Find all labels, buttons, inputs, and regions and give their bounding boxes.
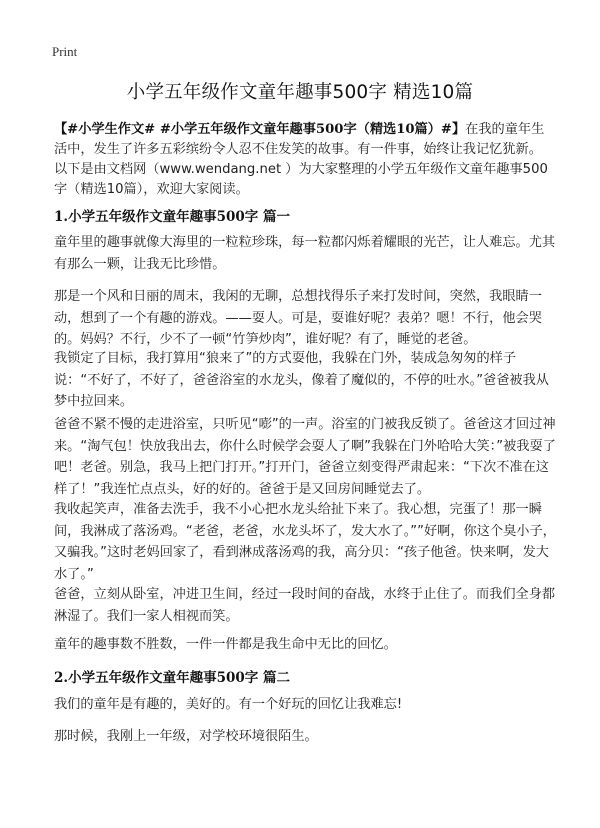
intro-text: 在我的童年生活中，发生了许多五彩缤纷令人忍不住发笑的故事。有一件事，始终让我记忆犹新。以下是由文档网（www.wendang.net ）为大家整理的小学五年级作文童年趣事500字（精选10篇），欢迎大家阅读。 — [54, 122, 548, 197]
paragraph: 爸爸，立刻从卧室，冲进卫生间，经过一段时间的奋战，水终于止住了。而我们全身都淋湿了。我们一家人相视而笑。 — [54, 587, 556, 624]
print-link[interactable]: Print — [52, 44, 78, 59]
section-heading-2: 2.小学五年级作文童年趣事500字 篇二 — [54, 670, 290, 686]
paragraph: 我们的童年是有趣的，美好的。有一个好玩的回忆让我难忘! — [54, 697, 403, 712]
intro-paragraph — [54, 120, 554, 200]
section-heading-1: 1.小学五年级作文童年趣事500字 篇一 — [54, 209, 290, 225]
paragraph: 童年的趣事数不胜数，一件一件都是我生命中无比的回忆。 — [54, 637, 397, 652]
page-title: 小学五年级作文童年趣事500字 精选10篇 — [126, 82, 474, 103]
paragraph: 我锁定了目标，我打算用“狼来了”的方式耍他，我躲在门外，装成急匆匆的样子说：“不好了，不好了，爸爸浴室的水龙头，像着了魔似的，不停的吐水。”爸爸被我从梦中拉回来。 — [54, 351, 549, 409]
paragraph: 我收起笑声，准备去洗手，我不小心把水龙头给扯下来了。我心想，完蛋了！那一瞬间，我淋成了落汤鸡。“老爸，老爸，水龙头坏了，发大水了。””好啊，你这个臭小子，又骗我。”这时老妈回家了，看到淋成落汤鸡的我，高分贝：“孩子他爸。快来啊，发大水了。” — [54, 502, 556, 582]
paragraph: 那时候，我刚上一年级，对学校环境很陌生。 — [54, 729, 318, 744]
paragraph: 那是一个风和日丽的周末，我闲的无聊，总想找得乐子来打发时间，突然，我眼睛一动，想到了一个有趣的游戏。——耍人。可是，耍谁好呢？表弟？嗯！不行，他会哭的。妈妈？不行，少不了一顿“竹笋炒肉”，谁好呢？有了，睡觉的老爸。 — [54, 289, 542, 347]
intro-tag: 【#小学生作文# #小学五年级作文童年趣事500字（精选10篇）#】 — [54, 122, 466, 137]
paragraph: 童年里的趣事就像大海里的一粒粒珍珠，每一粒都闪烁着耀眼的光芒，让人难忘。尤其有那么一颗，让我无比珍惜。 — [54, 235, 556, 272]
paragraph: 爸爸不紧不慢的走进浴室，只听见“嘭”的一声。浴室的门被我反锁了。爸爸这才回过神来。“淘气包！快放我出去，你什么时候学会耍人了啊”我躲在门外哈哈大笑：”被我耍了吧！老爸。别急，我马上把门打开。”打开门，爸爸立刻变得严肃起来：“下次不准在这样了！”我连忙点点头，好的好的。爸爸于是又回房间睡觉去了。 — [54, 417, 556, 497]
